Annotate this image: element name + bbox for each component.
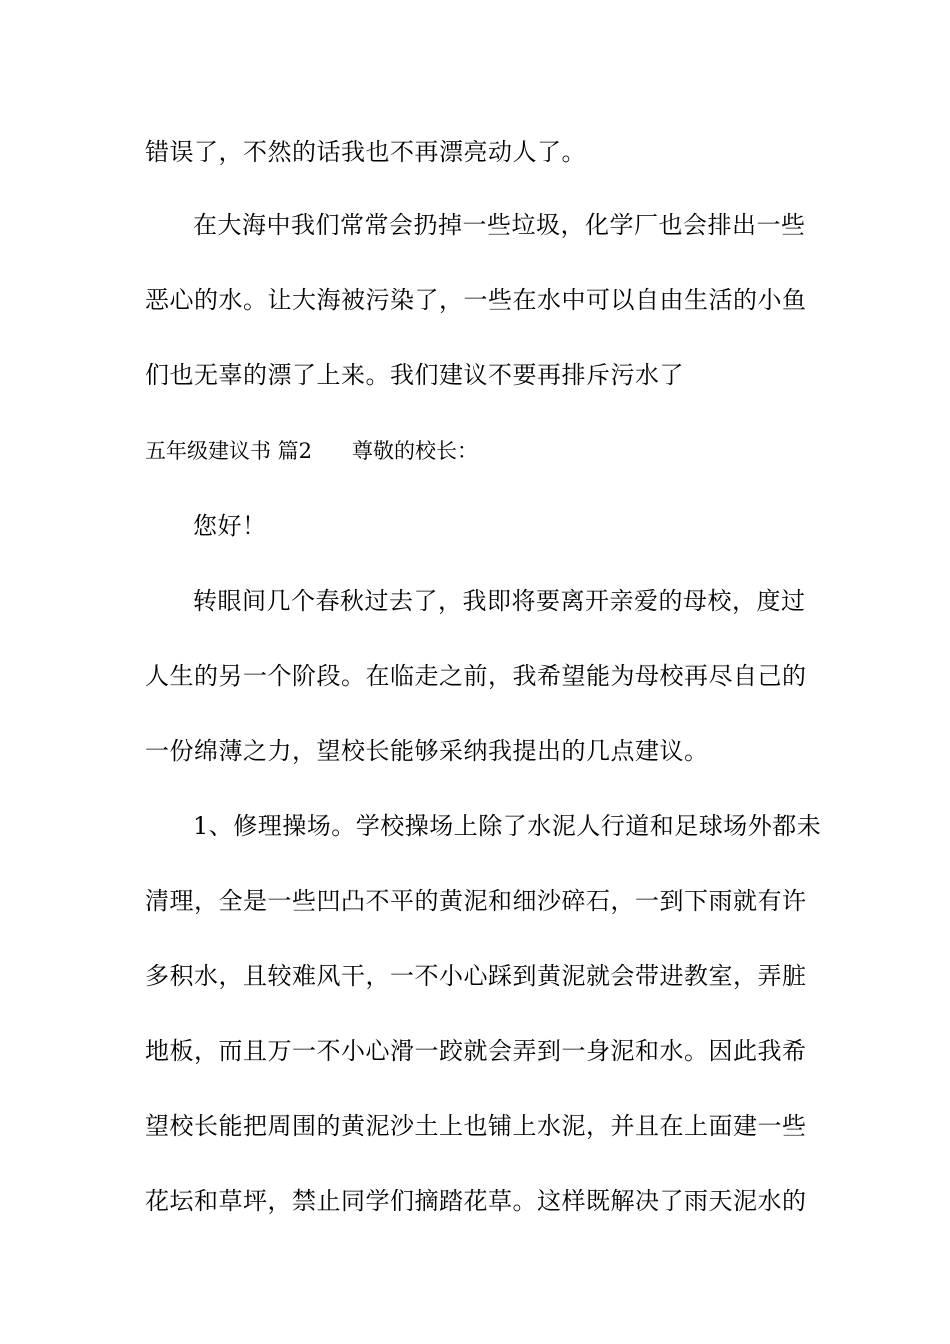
paragraph-line: 花坛和草坪，禁止同学们摘踏花草。这样既解决了雨天泥水的 [145,1187,807,1215]
paragraph-line: 人生的另一个阶段。在临走之前，我希望能为母校再尽自己的 [145,662,807,690]
paragraph-line: 望校长能把周围的黄泥沙土上也铺上水泥，并且在上面建一些 [145,1112,807,1140]
paragraph-line: 转眼间几个春秋过去了，我即将要离开亲爱的母校，度过 [193,587,806,615]
section-title: 五年级建议书 篇2 [145,439,313,463]
paragraph-line: 恶心的水。让大海被污染了，一些在水中可以自由生活的小鱼 [145,286,807,314]
paragraph-line: 在大海中我们常常会扔掉一些垃圾，化学厂也会排出一些 [193,211,806,239]
paragraph-line: 们也无辜的漂了上来。我们建议不要再排斥污水了 [145,361,684,389]
paragraph-line: 多积水，且较难风干，一不小心踩到黄泥就会带进教室，弄脏 [145,962,807,990]
greeting-line: 您好！ [193,512,267,540]
paragraph-line: 错误了，不然的话我也不再漂亮动人了。 [145,138,586,166]
paragraph-line: 地板，而且万一不小心滑一跤就会弄到一身泥和水。因此我希 [145,1037,807,1065]
paragraph-line: 清理，全是一些凹凸不平的黄泥和细沙碎石，一到下雨就有许 [145,887,807,915]
paragraph-line: 一份绵薄之力，望校长能够采纳我提出的几点建议。 [145,737,709,765]
salutation: 尊敬的校长： [352,439,479,463]
section-heading [145,436,478,466]
paragraph-line: 1、修理操场。学校操场上除了水泥人行道和足球场外都未 [193,812,822,840]
